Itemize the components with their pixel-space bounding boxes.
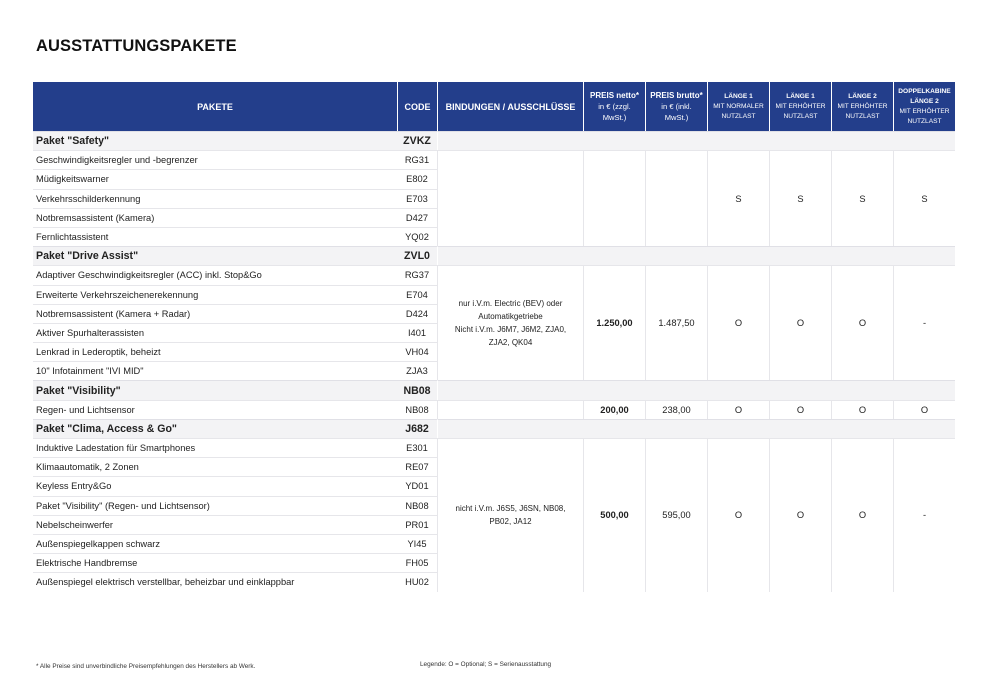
laenge1-erhoeht-cell: O xyxy=(769,400,831,419)
preis-brutto-cell xyxy=(645,150,707,246)
laenge2-erhoeht-cell: O xyxy=(831,400,893,419)
item-name: Notbremsassistent (Kamera) xyxy=(33,208,397,227)
item-code: E703 xyxy=(397,189,437,208)
table-row xyxy=(33,150,955,169)
item-code: PR01 xyxy=(397,515,437,534)
item-name: Außenspiegel elektrisch verstellbar, beheizbar und einklappbar xyxy=(33,572,397,591)
laenge1-normal-cell: S xyxy=(707,150,769,246)
item-code: E802 xyxy=(397,169,437,188)
item-name: Lenkrad in Lederoptik, beheizt xyxy=(33,342,397,361)
item-code: RG37 xyxy=(397,265,437,284)
item-code: D424 xyxy=(397,304,437,323)
table-row xyxy=(33,265,955,284)
laenge1-erhoeht-cell: O xyxy=(769,265,831,380)
legend-footnote: Legende: O = Optional; S = Serienausstattung xyxy=(420,661,552,668)
bindungen-cell: nicht i.V.m. J6S5, J6SN, NB08, PB02, JA12 xyxy=(437,438,583,592)
table-header-row xyxy=(33,82,955,131)
laenge2-erhoeht-cell: S xyxy=(831,150,893,246)
doppelkabine-cell: O xyxy=(893,400,955,419)
package-row-drive-assist xyxy=(33,246,955,265)
doppelkabine-cell: - xyxy=(893,438,955,592)
header-laenge1-normal: LÄNGE 1 MIT NORMALER NUTZLAST xyxy=(707,82,769,131)
package-code: ZVKZ xyxy=(397,131,437,150)
price-footnote: * Alle Preise sind unverbindliche Preisempfehlungen des Herstellers ab Werk. xyxy=(36,663,256,670)
package-name: Paket "Visibility" xyxy=(33,380,397,399)
item-code: E301 xyxy=(397,438,437,457)
item-code: E704 xyxy=(397,285,437,304)
preis-netto-cell: 1.250,00 xyxy=(583,265,645,380)
item-name: Keyless Entry&Go xyxy=(33,476,397,495)
header-preis-netto: PREIS netto* in € (zzgl. MwSt.) xyxy=(583,82,645,131)
item-name: Geschwindigkeitsregler und -begrenzer xyxy=(33,150,397,169)
item-code: RE07 xyxy=(397,457,437,476)
equipment-packages-table xyxy=(33,82,955,592)
preis-netto-cell xyxy=(583,150,645,246)
header-preis-brutto: PREIS brutto* in € (inkl. MwSt.) xyxy=(645,82,707,131)
preis-netto-cell: 200,00 xyxy=(583,400,645,419)
bindungen-cell xyxy=(437,400,583,419)
doppelkabine-cell: - xyxy=(893,265,955,380)
package-name: Paket "Safety" xyxy=(33,131,397,150)
item-code: RG31 xyxy=(397,150,437,169)
item-code: I401 xyxy=(397,323,437,342)
laenge2-erhoeht-cell: O xyxy=(831,265,893,380)
package-code: ZVL0 xyxy=(397,246,437,265)
item-name: Außenspiegelkappen schwarz xyxy=(33,534,397,553)
item-code: VH04 xyxy=(397,342,437,361)
preis-brutto-cell: 238,00 xyxy=(645,400,707,419)
item-name: Fernlichtassistent xyxy=(33,227,397,246)
item-name: Müdigkeitswarner xyxy=(33,169,397,188)
item-name: Aktiver Spurhalterassisten xyxy=(33,323,397,342)
header-doppelkabine: DOPPELKABINE LÄNGE 2 MIT ERHÖHTER NUTZLAST xyxy=(893,82,955,131)
item-code: YQ02 xyxy=(397,227,437,246)
preis-brutto-cell: 1.487,50 xyxy=(645,265,707,380)
item-name: 10" Infotainment "IVI MID" xyxy=(33,361,397,380)
page-title: AUSSTATTUNGSPAKETE xyxy=(36,37,237,55)
item-name: Elektrische Handbremse xyxy=(33,553,397,572)
item-code: NB08 xyxy=(397,400,437,419)
header-bindungen: BINDUNGEN / AUSSCHLÜSSE xyxy=(437,82,583,131)
item-name: Nebelscheinwerfer xyxy=(33,515,397,534)
item-name: Klimaautomatik, 2 Zonen xyxy=(33,457,397,476)
bindungen-cell: nur i.V.m. Electric (BEV) oder Automatikgetriebe Nicht i.V.m. J6M7, J6M2, ZJA0, ZJA2, QK04 xyxy=(437,265,583,380)
laenge1-normal-cell: O xyxy=(707,265,769,380)
item-code: D427 xyxy=(397,208,437,227)
preis-brutto-cell: 595,00 xyxy=(645,438,707,592)
header-laenge1-erhoeht: LÄNGE 1 MIT ERHÖHTER NUTZLAST xyxy=(769,82,831,131)
laenge1-erhoeht-cell: S xyxy=(769,150,831,246)
item-code: YD01 xyxy=(397,476,437,495)
item-code: YI45 xyxy=(397,534,437,553)
item-name: Erweiterte Verkehrszeichenerekennung xyxy=(33,285,397,304)
laenge1-normal-cell: O xyxy=(707,438,769,592)
package-name: Paket "Drive Assist" xyxy=(33,246,397,265)
item-code: FH05 xyxy=(397,553,437,572)
package-code: NB08 xyxy=(397,380,437,399)
package-row-safety xyxy=(33,131,955,150)
item-name: Verkehrsschilderkennung xyxy=(33,189,397,208)
item-name: Paket "Visibility" (Regen- und Lichtsensor) xyxy=(33,496,397,515)
item-name: Induktive Ladestation für Smartphones xyxy=(33,438,397,457)
bindungen-cell xyxy=(437,150,583,246)
package-row-clima-access-go xyxy=(33,419,955,438)
item-name: Regen- und Lichtsensor xyxy=(33,400,397,419)
header-code: CODE xyxy=(397,82,437,131)
package-code: J682 xyxy=(397,419,437,438)
preis-netto-cell: 500,00 xyxy=(583,438,645,592)
table-row xyxy=(33,400,955,419)
doppelkabine-cell: S xyxy=(893,150,955,246)
package-name: Paket "Clima, Access & Go" xyxy=(33,419,397,438)
item-name: Adaptiver Geschwindigkeitsregler (ACC) inkl. Stop&Go xyxy=(33,265,397,284)
item-code: HU02 xyxy=(397,572,437,591)
item-name: Notbremsassistent (Kamera + Radar) xyxy=(33,304,397,323)
header-pakete: PAKETE xyxy=(33,82,397,131)
laenge1-erhoeht-cell: O xyxy=(769,438,831,592)
item-code: ZJA3 xyxy=(397,361,437,380)
header-laenge2-erhoeht: LÄNGE 2 MIT ERHÖHTER NUTZLAST xyxy=(831,82,893,131)
package-row-visibility xyxy=(33,380,955,399)
item-code: NB08 xyxy=(397,496,437,515)
laenge1-normal-cell: O xyxy=(707,400,769,419)
table-row xyxy=(33,438,955,457)
laenge2-erhoeht-cell: O xyxy=(831,438,893,592)
